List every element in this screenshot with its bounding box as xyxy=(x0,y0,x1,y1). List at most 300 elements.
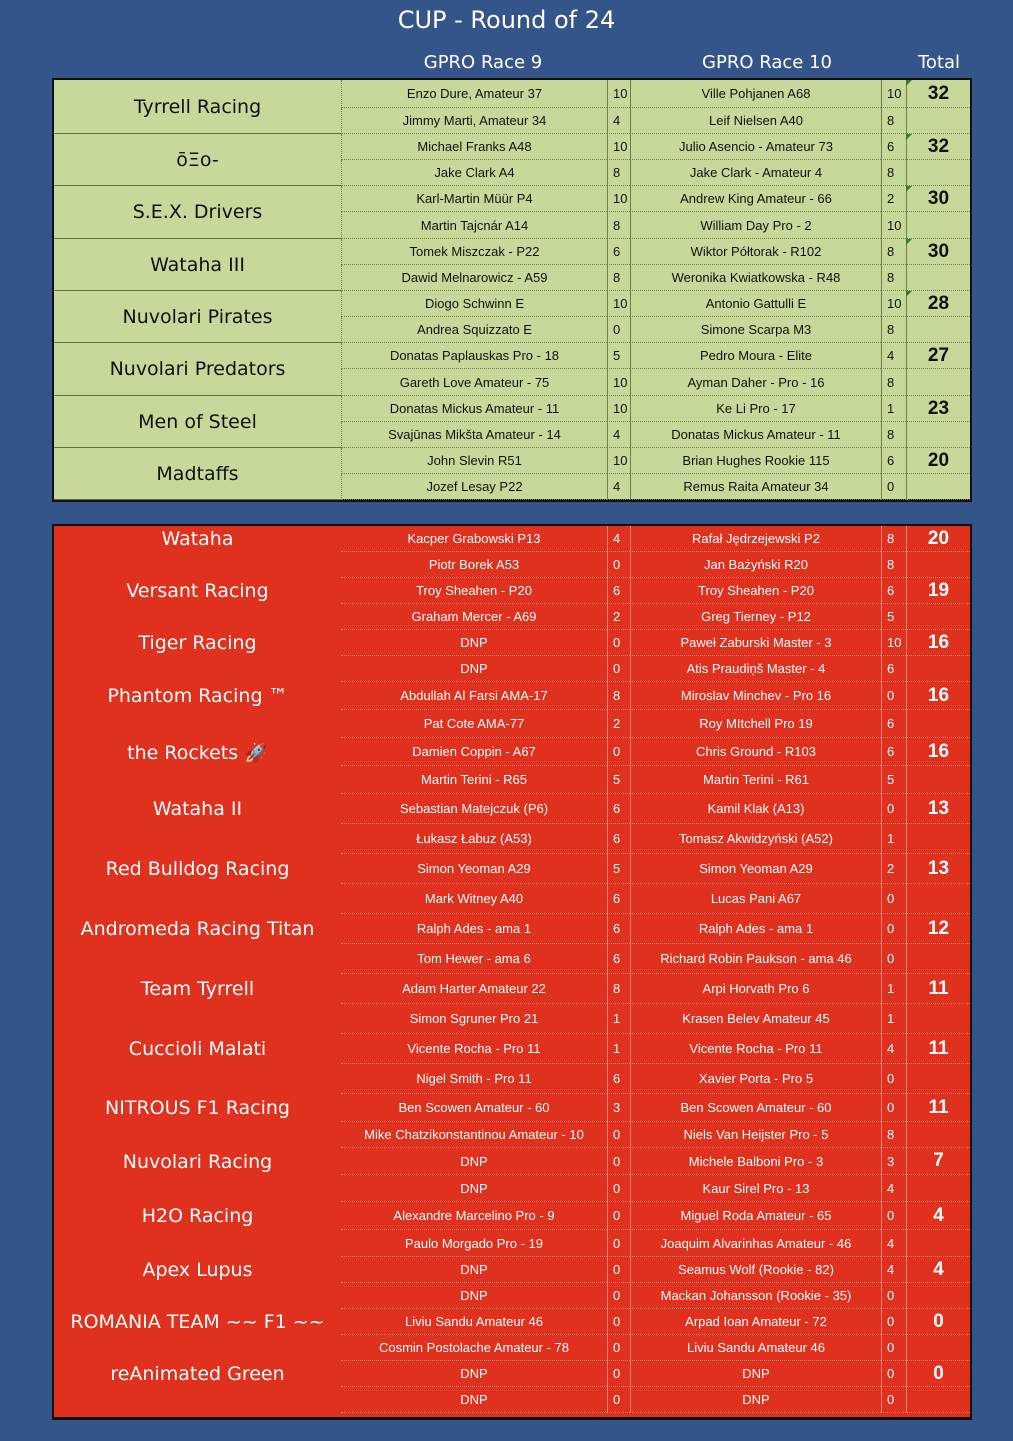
race10-points: 0 xyxy=(881,1335,906,1361)
team-name: NITROUS F1 Racing xyxy=(105,1097,290,1119)
team-total: 30 xyxy=(906,239,970,265)
race10-driver: Chris Ground - R103 xyxy=(630,738,881,766)
race9-points: 6 xyxy=(607,794,630,824)
driver-row xyxy=(54,239,970,265)
race10-driver: Seamus Wolf (Rookie - 82) xyxy=(630,1257,881,1283)
team-total: 11 xyxy=(906,1094,970,1122)
race9-driver: Tom Hewer - ama 6 xyxy=(341,944,607,974)
team-total: 16 xyxy=(906,738,970,766)
race9-driver: Ralph Ades - ama 1 xyxy=(341,914,607,944)
race9-driver: Vicente Rocha - Pro 11 xyxy=(341,1034,607,1064)
driver-row xyxy=(54,1361,970,1387)
race9-points: 8 xyxy=(607,974,630,1004)
team-total: 28 xyxy=(906,291,970,317)
driver-row xyxy=(54,422,970,448)
team-total: 0 xyxy=(906,1309,970,1335)
qualified-teams-table xyxy=(52,78,972,502)
team-name: Tiger Racing xyxy=(138,632,257,654)
race10-points: 1 xyxy=(881,1004,906,1034)
race9-points: 8 xyxy=(607,265,630,291)
driver-row xyxy=(54,552,970,578)
race10-driver: Kaur Sirel Pro - 13 xyxy=(630,1175,881,1202)
team-total: 20 xyxy=(906,448,970,474)
driver-row xyxy=(54,1387,970,1413)
race9-driver: Jimmy Marti, Amateur 34 xyxy=(341,108,607,134)
race10-points: 8 xyxy=(881,1122,906,1148)
team-name: Versant Racing xyxy=(126,580,269,602)
race10-driver: Simone Scarpa M3 xyxy=(630,317,881,343)
race10-points: 8 xyxy=(881,552,906,578)
driver-row xyxy=(54,914,970,944)
total-blank xyxy=(906,1064,970,1094)
race9-points: 4 xyxy=(607,108,630,134)
total-blank xyxy=(906,944,970,974)
team-total: 16 xyxy=(906,682,970,710)
eliminated-teams-table xyxy=(52,524,972,1420)
race9-points: 5 xyxy=(607,343,630,369)
driver-row xyxy=(54,1148,970,1175)
race9-driver: Simon Sgruner Pro 21 xyxy=(341,1004,607,1034)
race9-points: 10 xyxy=(607,369,630,396)
race10-driver: Pedro Moura - Elite xyxy=(630,343,881,369)
team-name: Apex Lupus xyxy=(142,1259,253,1281)
race9-driver: Simon Yeoman A29 xyxy=(341,854,607,884)
race10-points: 1 xyxy=(881,396,906,422)
driver-row xyxy=(54,854,970,884)
total-blank xyxy=(906,160,970,186)
race9-points: 4 xyxy=(607,526,630,552)
team-total: 32 xyxy=(906,134,970,160)
team-name: Madtaffs xyxy=(54,448,341,500)
race9-driver: Andrea Squizzato E xyxy=(341,317,607,343)
race10-points: 0 xyxy=(881,682,906,710)
team-name: Wataha II xyxy=(152,798,243,820)
driver-row xyxy=(54,160,970,186)
race10-driver: Kamil Klak (A13) xyxy=(630,794,881,824)
race9-points: 4 xyxy=(607,474,630,500)
driver-row xyxy=(54,212,970,239)
race10-driver: Miroslav Minchev - Pro 16 xyxy=(630,682,881,710)
race9-driver: Ben Scowen Amateur - 60 xyxy=(341,1094,607,1122)
race9-points: 0 xyxy=(607,1175,630,1202)
comment-marker xyxy=(906,134,912,140)
total-blank xyxy=(906,474,970,500)
race10-points: 4 xyxy=(881,1034,906,1064)
race10-driver: Remus Raita Amateur 34 xyxy=(630,474,881,500)
race9-driver: Martin Terini - R65 xyxy=(341,766,607,794)
total-blank xyxy=(906,824,970,854)
race10-driver: Lucas Pani A67 xyxy=(630,884,881,914)
race9-driver: Svajūnas Mikšta Amateur - 14 xyxy=(341,422,607,448)
race10-driver: Paweł Zaburski Master - 3 xyxy=(630,630,881,656)
team-name: Andromeda Racing Titan xyxy=(80,918,315,940)
comment-marker xyxy=(906,291,912,297)
race10-driver: Joaquim Alvarinhas Amateur - 46 xyxy=(630,1230,881,1257)
race9-driver: Adam Harter Amateur 22 xyxy=(341,974,607,1004)
race9-points: 0 xyxy=(607,1230,630,1257)
page-title: CUP - Round of 24 xyxy=(397,6,616,34)
comment-marker xyxy=(906,186,912,192)
team-name: Nuvolari Racing xyxy=(122,1150,273,1173)
driver-row xyxy=(54,1034,970,1064)
race9-driver: DNP xyxy=(341,1387,607,1413)
race10-points: 8 xyxy=(881,369,906,396)
race9-driver: DNP xyxy=(341,1175,607,1202)
race9-driver: Enzo Dure, Amateur 37 xyxy=(341,80,607,108)
race9-points: 6 xyxy=(607,824,630,854)
total-blank xyxy=(906,1283,970,1309)
total-blank xyxy=(906,1230,970,1257)
race10-points: 4 xyxy=(881,1175,906,1202)
race10-driver: Ayman Daher - Pro - 16 xyxy=(630,369,881,396)
team-total: 20 xyxy=(906,526,970,552)
race9-points: 0 xyxy=(607,552,630,578)
race10-driver: Wiktor Półtorak - R102 xyxy=(630,239,881,265)
race10-driver: Ville Pohjanen A68 xyxy=(630,80,881,108)
total-blank xyxy=(906,1387,970,1413)
header-total: Total xyxy=(917,52,961,73)
race9-points: 10 xyxy=(607,291,630,317)
race10-driver: DNP xyxy=(630,1361,881,1387)
driver-row xyxy=(54,343,970,369)
race10-driver: Niels Van Heijster Pro - 5 xyxy=(630,1122,881,1148)
race9-points: 0 xyxy=(607,1387,630,1413)
total-blank xyxy=(906,369,970,396)
race10-points: 0 xyxy=(881,1202,906,1230)
driver-row xyxy=(54,1335,970,1361)
race9-points: 6 xyxy=(607,914,630,944)
race10-driver: Jan Bażyński R20 xyxy=(630,552,881,578)
race10-driver: Arpi Horvath Pro 6 xyxy=(630,974,881,1004)
race9-driver: John Slevin R51 xyxy=(341,448,607,474)
driver-row xyxy=(54,884,970,914)
race9-points: 1 xyxy=(607,1034,630,1064)
team-total: 11 xyxy=(906,974,970,1004)
driver-row xyxy=(54,1122,970,1148)
race9-driver: Cosmin Postolache Amateur - 78 xyxy=(341,1335,607,1361)
race9-points: 2 xyxy=(607,710,630,738)
race10-points: 1 xyxy=(881,974,906,1004)
race10-driver: Leif Nielsen A40 xyxy=(630,108,881,134)
driver-row xyxy=(54,448,970,474)
race9-driver: Martin Tajcnár A14 xyxy=(341,212,607,239)
race10-driver: Atis Praudiņš Master - 4 xyxy=(630,656,881,682)
total-blank xyxy=(906,1335,970,1361)
race10-points: 0 xyxy=(881,1094,906,1122)
race9-driver: Tomek Miszczak - P22 xyxy=(341,239,607,265)
race10-points: 0 xyxy=(881,794,906,824)
race10-points: 4 xyxy=(881,1257,906,1283)
race10-points: 0 xyxy=(881,944,906,974)
total-blank xyxy=(906,212,970,239)
race9-points: 5 xyxy=(607,766,630,794)
total-blank xyxy=(906,552,970,578)
race10-points: 0 xyxy=(881,1064,906,1094)
race10-driver: Rafał Jędrzejewski P2 xyxy=(630,526,881,552)
total-blank xyxy=(906,265,970,291)
race10-points: 0 xyxy=(881,474,906,500)
team-total: 32 xyxy=(906,80,970,108)
race9-points: 0 xyxy=(607,1283,630,1309)
race9-driver: Graham Mercer - A69 xyxy=(341,604,607,630)
driver-row xyxy=(54,317,970,343)
race9-driver: Mark Witney A40 xyxy=(341,884,607,914)
race9-points: 8 xyxy=(607,160,630,186)
race9-driver: Michael Franks A48 xyxy=(341,134,607,160)
race9-driver: Kacper Grabowski P13 xyxy=(341,526,607,552)
driver-row xyxy=(54,578,970,604)
race9-points: 6 xyxy=(607,1064,630,1094)
team-name: S.E.X. Drivers xyxy=(54,186,341,239)
race10-points: 5 xyxy=(881,604,906,630)
race10-points: 8 xyxy=(881,317,906,343)
team-name: Wataha xyxy=(161,528,234,550)
driver-row xyxy=(54,766,970,794)
race10-driver: Arpad Ioan Amateur - 72 xyxy=(630,1309,881,1335)
driver-row xyxy=(54,630,970,656)
team-name: Cuccioli Malati xyxy=(128,1038,267,1060)
race9-points: 0 xyxy=(607,1257,630,1283)
race10-driver: Ke Li Pro - 17 xyxy=(630,396,881,422)
race9-points: 0 xyxy=(607,738,630,766)
race10-driver: Richard Robin Paukson - ama 46 xyxy=(630,944,881,974)
race10-driver: Simon Yeoman A29 xyxy=(630,854,881,884)
total-blank xyxy=(906,656,970,682)
race9-points: 10 xyxy=(607,448,630,474)
race9-driver: Paulo Morgado Pro - 19 xyxy=(341,1230,607,1257)
driver-row xyxy=(54,108,970,134)
race9-driver: Nigel Smith - Pro 11 xyxy=(341,1064,607,1094)
comment-marker xyxy=(906,239,912,245)
race9-points: 0 xyxy=(607,1361,630,1387)
driver-row xyxy=(54,710,970,738)
driver-row xyxy=(54,1004,970,1034)
race9-points: 6 xyxy=(607,944,630,974)
header-race-10: GPRO Race 10 xyxy=(702,52,832,73)
team-total: 0 xyxy=(906,1361,970,1387)
total-blank xyxy=(906,884,970,914)
race10-driver: Andrew King Amateur - 66 xyxy=(630,186,881,212)
driver-row xyxy=(54,134,970,160)
team-total: 27 xyxy=(906,343,970,369)
race9-driver: Sebastian Matejczuk (P6) xyxy=(341,794,607,824)
race9-points: 6 xyxy=(607,578,630,604)
race9-driver: DNP xyxy=(341,630,607,656)
team-name: Tyrrell Racing xyxy=(54,80,341,134)
race9-driver: Troy Sheahen - P20 xyxy=(341,578,607,604)
race10-driver: Xavier Porta - Pro 5 xyxy=(630,1064,881,1094)
team-name: Team Tyrrell xyxy=(140,978,255,1000)
total-blank xyxy=(906,1004,970,1034)
race9-driver: Mike Chatzikonstantinou Amateur - 10 xyxy=(341,1122,607,1148)
race9-driver: Gareth Love Amateur - 75 xyxy=(341,369,607,396)
race10-points: 10 xyxy=(881,291,906,317)
race9-points: 0 xyxy=(607,1202,630,1230)
driver-row xyxy=(54,80,970,108)
driver-row xyxy=(54,1283,970,1309)
race10-points: 0 xyxy=(881,1387,906,1413)
race9-points: 4 xyxy=(607,422,630,448)
driver-row xyxy=(54,265,970,291)
race10-points: 8 xyxy=(881,160,906,186)
race9-driver: Łukasz Łabuz (A53) xyxy=(341,824,607,854)
race9-points: 6 xyxy=(607,884,630,914)
race9-driver: DNP xyxy=(341,1257,607,1283)
driver-row xyxy=(54,291,970,317)
race9-points: 10 xyxy=(607,80,630,108)
race10-points: 4 xyxy=(881,1230,906,1257)
race10-driver: DNP xyxy=(630,1387,881,1413)
team-name: the Rockets 🚀 xyxy=(127,741,268,764)
race10-driver: Ben Scowen Amateur - 60 xyxy=(630,1094,881,1122)
race10-driver: Michele Balboni Pro - 3 xyxy=(630,1148,881,1175)
team-total: 23 xyxy=(906,396,970,422)
total-blank xyxy=(906,422,970,448)
race9-driver: Jozef Lesay P22 xyxy=(341,474,607,500)
driver-row xyxy=(54,656,970,682)
team-total: 12 xyxy=(906,914,970,944)
team-total: 13 xyxy=(906,794,970,824)
race9-driver: Jake Clark A4 xyxy=(341,160,607,186)
driver-row xyxy=(54,682,970,710)
race10-points: 0 xyxy=(881,1361,906,1387)
race10-points: 8 xyxy=(881,265,906,291)
team-name: ROMANIA TEAM ~~ F1 ~~ xyxy=(70,1311,325,1333)
race9-driver: Diogo Schwinn E xyxy=(341,291,607,317)
race10-points: 4 xyxy=(881,343,906,369)
race10-driver: Greg Tierney - P12 xyxy=(630,604,881,630)
total-blank xyxy=(906,710,970,738)
driver-row xyxy=(54,1094,970,1122)
race9-driver: Damien Coppin - A67 xyxy=(341,738,607,766)
race10-driver: Krasen Belev Amateur 45 xyxy=(630,1004,881,1034)
total-blank xyxy=(906,1175,970,1202)
race9-points: 0 xyxy=(607,1148,630,1175)
race9-points: 5 xyxy=(607,854,630,884)
team-total: 16 xyxy=(906,630,970,656)
race10-points: 0 xyxy=(881,1309,906,1335)
team-total: 4 xyxy=(906,1202,970,1230)
team-total: 11 xyxy=(906,1034,970,1064)
driver-row xyxy=(54,1175,970,1202)
race10-driver: Weronika Kwiatkowska - R48 xyxy=(630,265,881,291)
race9-driver: Donatas Paplauskas Pro - 18 xyxy=(341,343,607,369)
race10-points: 6 xyxy=(881,448,906,474)
team-name: Men of Steel xyxy=(54,396,341,448)
race9-driver: Alexandre Marcelino Pro - 9 xyxy=(341,1202,607,1230)
race9-driver: DNP xyxy=(341,1148,607,1175)
race9-driver: Dawid Melnarowicz - A59 xyxy=(341,265,607,291)
race10-points: 5 xyxy=(881,766,906,794)
race10-points: 8 xyxy=(881,526,906,552)
race10-points: 3 xyxy=(881,1148,906,1175)
race10-driver: Liviu Sandu Amateur 46 xyxy=(630,1335,881,1361)
race10-points: 6 xyxy=(881,578,906,604)
race10-driver: Ralph Ades - ama 1 xyxy=(630,914,881,944)
race10-points: 6 xyxy=(881,656,906,682)
team-name: Wataha III xyxy=(54,239,341,291)
race9-points: 8 xyxy=(607,682,630,710)
race10-points: 10 xyxy=(881,212,906,239)
team-name: ōΞo- xyxy=(54,134,341,186)
race9-points: 0 xyxy=(607,1335,630,1361)
team-name: H2O Racing xyxy=(141,1205,254,1227)
race9-points: 3 xyxy=(607,1094,630,1122)
race10-driver: Antonio Gattulli E xyxy=(630,291,881,317)
race10-driver: Jake Clark - Amateur 4 xyxy=(630,160,881,186)
driver-row xyxy=(54,526,970,552)
comment-marker xyxy=(906,80,912,86)
driver-row xyxy=(54,474,970,500)
race9-points: 0 xyxy=(607,656,630,682)
total-blank xyxy=(906,766,970,794)
race9-points: 0 xyxy=(607,317,630,343)
team-name: reAnimated Green xyxy=(110,1363,285,1385)
race9-points: 0 xyxy=(607,1122,630,1148)
team-total: 7 xyxy=(906,1148,970,1175)
team-total: 30 xyxy=(906,186,970,212)
race9-driver: Piotr Borek A53 xyxy=(341,552,607,578)
header-race-9: GPRO Race 9 xyxy=(423,52,543,73)
race10-points: 10 xyxy=(881,630,906,656)
driver-row xyxy=(54,974,970,1004)
race10-points: 0 xyxy=(881,914,906,944)
race10-driver: William Day Pro - 2 xyxy=(630,212,881,239)
race9-points: 1 xyxy=(607,1004,630,1034)
driver-row xyxy=(54,186,970,212)
driver-row xyxy=(54,738,970,766)
team-total: 4 xyxy=(906,1257,970,1283)
driver-row xyxy=(54,794,970,824)
driver-row xyxy=(54,604,970,630)
total-blank xyxy=(906,108,970,134)
race10-points: 6 xyxy=(881,134,906,160)
driver-row xyxy=(54,1202,970,1230)
race10-points: 0 xyxy=(881,884,906,914)
race9-points: 2 xyxy=(607,604,630,630)
race9-driver: Karl-Martin Müür P4 xyxy=(341,186,607,212)
driver-row xyxy=(54,396,970,422)
team-total: 19 xyxy=(906,578,970,604)
driver-row xyxy=(54,1309,970,1335)
total-blank xyxy=(906,604,970,630)
race9-driver: Donatas Mickus Amateur - 11 xyxy=(341,396,607,422)
race10-points: 8 xyxy=(881,422,906,448)
driver-row xyxy=(54,1257,970,1283)
team-name: Red Bulldog Racing xyxy=(105,858,290,880)
race9-points: 0 xyxy=(607,1309,630,1335)
race10-points: 10 xyxy=(881,80,906,108)
team-name: Nuvolari Pirates xyxy=(54,291,341,343)
race9-driver: DNP xyxy=(341,656,607,682)
total-blank xyxy=(906,1122,970,1148)
race10-points: 6 xyxy=(881,710,906,738)
driver-row xyxy=(54,824,970,854)
race10-points: 2 xyxy=(881,854,906,884)
race10-driver: Brian Hughes Rookie 115 xyxy=(630,448,881,474)
race10-driver: Vicente Rocha - Pro 11 xyxy=(630,1034,881,1064)
driver-row xyxy=(54,1230,970,1257)
race10-driver: Mackan Johansson (Rookie - 35) xyxy=(630,1283,881,1309)
race9-driver: DNP xyxy=(341,1283,607,1309)
team-name: Phantom Racing ™ xyxy=(107,685,288,707)
race10-driver: Roy MItchell Pro 19 xyxy=(630,710,881,738)
race9-points: 0 xyxy=(607,630,630,656)
race10-points: 8 xyxy=(881,108,906,134)
race10-points: 6 xyxy=(881,738,906,766)
race9-points: 8 xyxy=(607,212,630,239)
race9-points: 6 xyxy=(607,239,630,265)
